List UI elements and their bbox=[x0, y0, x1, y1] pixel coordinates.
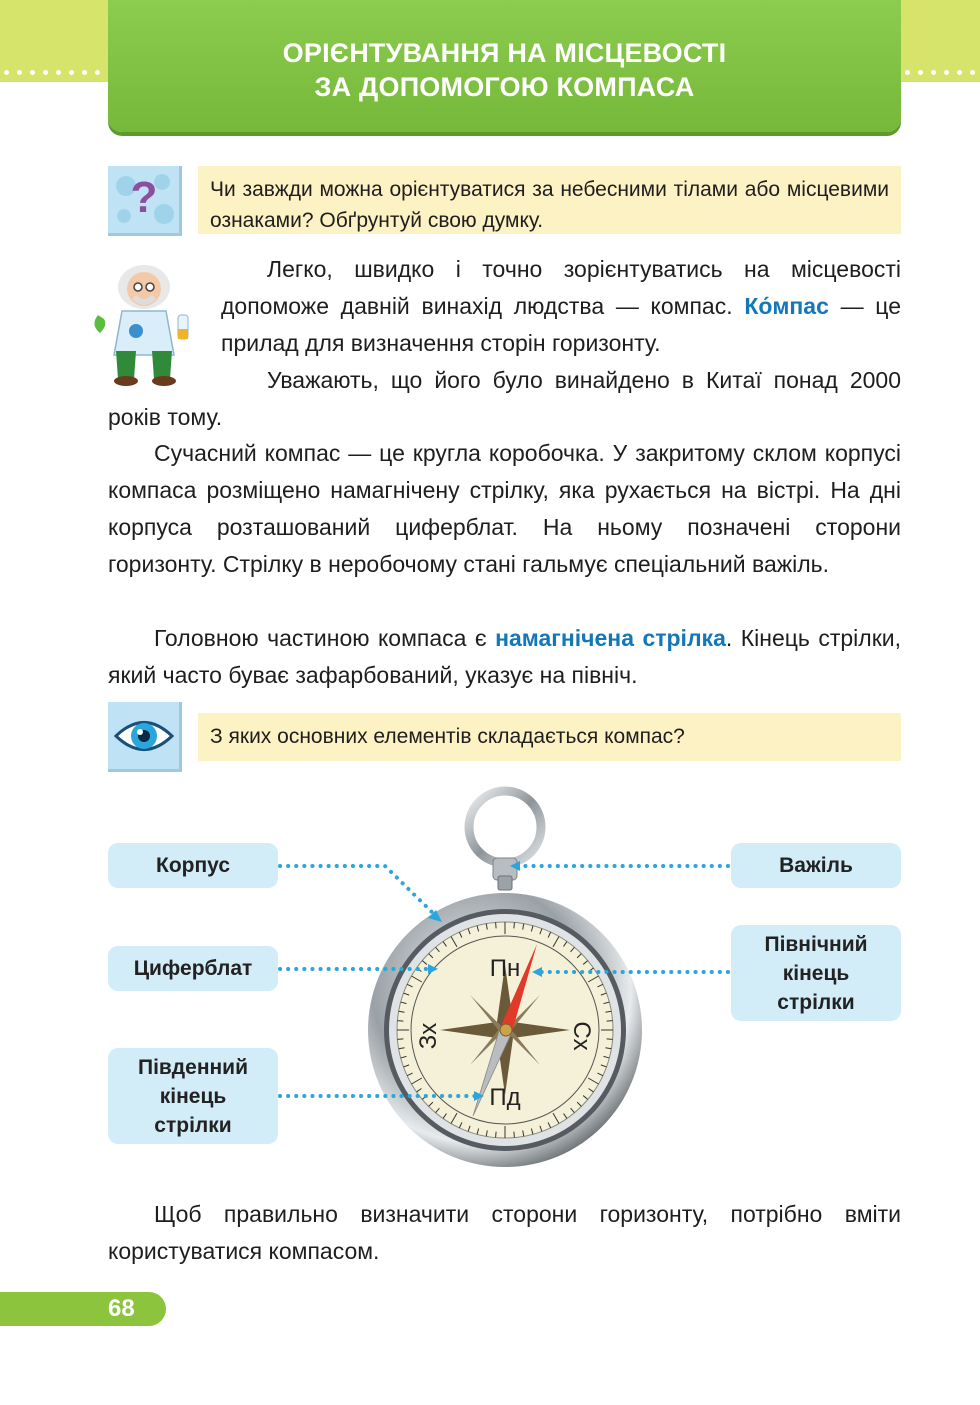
compass-ring bbox=[469, 791, 541, 880]
label-south-end-line2: кінець bbox=[159, 1084, 227, 1108]
question-mark-icon bbox=[108, 166, 182, 236]
dial-tick bbox=[607, 1021, 613, 1022]
dial-tick bbox=[496, 922, 497, 928]
page-title bbox=[225, 28, 785, 104]
dir-east: Сх bbox=[568, 1021, 595, 1051]
dial-tick bbox=[607, 1039, 613, 1040]
question-callout bbox=[198, 166, 901, 234]
dir-west: Зх bbox=[415, 1022, 442, 1050]
header-dots-left bbox=[4, 70, 100, 76]
leader-body bbox=[280, 866, 436, 916]
page-number-bar bbox=[0, 1292, 166, 1326]
history-text: Уважають, що його було винайдено в Китаї понад 2000 років тому. bbox=[108, 367, 901, 430]
page-number: 68 bbox=[108, 1295, 135, 1322]
dial-tick bbox=[397, 1021, 403, 1022]
dial-tick bbox=[397, 1039, 403, 1040]
chapter-header bbox=[108, 0, 901, 132]
description-text: Сучасний компас — це кругла коробочка. У закритому склом корпусі компаса розміщено намагнічену стрілку, яка рухається на вістрі. На дні корпуса розташований циферблат. На ньому позначені сторони горизонту. Стрілку в неробочому стані гальмує спеціальний важіль. bbox=[108, 440, 901, 577]
needle-paragraph bbox=[108, 620, 901, 694]
needle-text: Головною частиною компаса є bbox=[154, 625, 496, 651]
compass-lever bbox=[498, 876, 512, 890]
title-line-2: ЗА ДОПОМОГОЮ КОМПАСА bbox=[314, 72, 695, 102]
label-north-end-line2: кінець bbox=[782, 961, 850, 985]
dial-tick bbox=[496, 1132, 497, 1138]
observe-callout bbox=[198, 713, 901, 761]
header-dots-right bbox=[905, 70, 980, 76]
description-paragraph bbox=[108, 435, 901, 583]
dir-north: Пн bbox=[489, 955, 521, 982]
history-paragraph bbox=[108, 362, 901, 436]
intro-paragraph bbox=[221, 251, 901, 362]
term-magnetic-needle: намагнічена стрілка bbox=[495, 625, 726, 651]
label-north-end-line1: Північний bbox=[764, 932, 868, 956]
needle-text-end: . Кінець стрілки, який часто буває зафарбований, указує на північ. bbox=[108, 625, 902, 688]
dial-tick bbox=[514, 922, 515, 928]
closing-text: Щоб правильно визначити сторони горизонту, потрібно вміти користуватися компасом. bbox=[108, 1201, 901, 1264]
label-lever-text: Важіль bbox=[779, 854, 853, 877]
label-south-end-line1: Південний bbox=[137, 1055, 249, 1079]
label-body-text: Корпус bbox=[156, 854, 230, 877]
title-line-1: ОРІЄНТУВАННЯ НА МІСЦЕВОСТІ bbox=[282, 38, 727, 68]
compass-diagram bbox=[100, 780, 900, 1180]
closing-paragraph bbox=[108, 1196, 901, 1270]
dial-tick bbox=[514, 1132, 515, 1138]
term-compass: Ко́мпас bbox=[744, 293, 829, 319]
question-text: Чи завжди можна орієнтуватися за небесними тілами або місцевими ознаками? Обґрунтуй свою думку. bbox=[210, 178, 889, 232]
intro-text-end: — це прилад для визначення сторін горизонту. bbox=[221, 293, 901, 356]
eye-icon bbox=[108, 702, 182, 772]
dir-south: Пд bbox=[489, 1084, 521, 1111]
observe-text: З яких основних елементів складається компас? bbox=[210, 725, 685, 748]
intro-text: Легко, швидко і точно зорієнтуватись на місцевості допоможе давній винахід людства — компас. bbox=[221, 256, 901, 319]
svg-text:?: ? bbox=[130, 172, 157, 222]
label-south-end-line3: стрілки bbox=[154, 1113, 232, 1137]
label-north-end-line3: стрілки bbox=[777, 990, 855, 1014]
label-dial-text: Циферблат bbox=[133, 957, 253, 980]
